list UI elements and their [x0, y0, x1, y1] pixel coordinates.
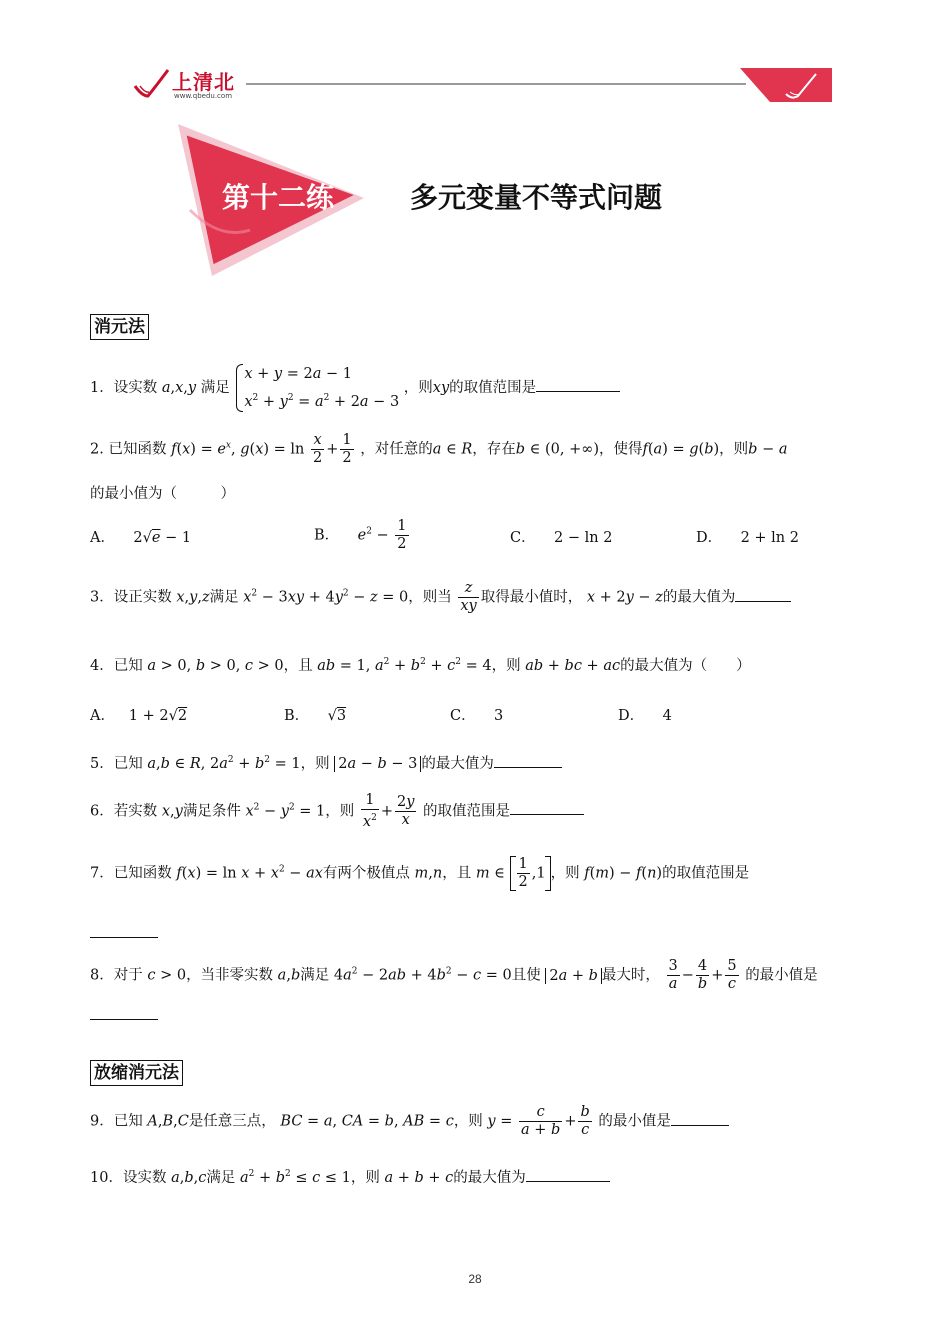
question-9: 9．已知 A,B,C是任意三点， BC = a, CA = b, AB = c，则 y = $\frac{c}{a + b}$ + $\frac{b}{c}$ 的最小值是: [90, 1104, 729, 1139]
question-8: 8．对于 c > 0，当非零实数 a,b满足 $4a^2 - 2ab + 4b^2 - c = 0$且使 2a + b 最大时， $\frac{3}{a}$ − $\frac{4}{b}$ + $\frac{5}{c}$ 的最小值是: [90, 958, 818, 992]
answer-blank[interactable]: [510, 799, 584, 815]
header-corner-tag: [740, 68, 832, 102]
answer-blank[interactable]: [526, 1166, 610, 1182]
q2-option-d[interactable]: D． 2 + ln 2: [696, 530, 799, 546]
question-4: 4．已知 a > 0, b > 0, c > 0，且 ab = 1, $a^2 + b^2 + c^2 = 4$，则 ab + bc + ac的最大值为（ ）: [90, 657, 751, 674]
answer-blank[interactable]: [536, 376, 620, 392]
question-7: 7．已知函数 $f(x) = \ln x + x^2$ − ax有两个极值点 m,n，且 m ∈ $\frac{1}{2}$ ,1 ，则 f(m) − f(n)的取值范围是: [90, 856, 750, 890]
q7-answer-blank[interactable]: [90, 922, 158, 938]
page-number: 28: [468, 1272, 482, 1286]
question-2: 2. 已知函数 $f(x) = e^x$, g(x) = ln $\frac{x}{2}$ + $\frac{1}{2}$ ，对任意的a ∈ R，存在b ∈ (0, +∞)，使得f(a) = g(b)，则b − a: [90, 432, 788, 466]
question-3: 3．设正实数 x,y,z满足 $x^2 - 3xy + 4y^2 - z = 0$，则当 $\frac{z}{xy}$ 取得最小值时， x + 2y − z的最大值为: [90, 580, 791, 615]
equation-system: x + y = 2a − 1 $x^2 + y^2 = a^2 + 2a - 3$: [234, 362, 399, 414]
q4-option-b[interactable]: B． √3: [284, 708, 347, 724]
question-6: 6．若实数 x,y满足条件 $x^2 - y^2 = 1$，则 $\frac{1}{x^2}$ + $\frac{2y}{x}$ 的取值范围是: [90, 792, 584, 831]
brand-logo-text: 上清北: [172, 70, 235, 94]
question-2-line-2: 的最小值为（ ）: [90, 486, 235, 502]
checkmark-logo-icon: [132, 66, 172, 100]
question-1: 1．设实数 a,x,y 满足 x + y = 2a − 1 $x^2 + y^2 = a^2 + 2a - 3$ ，则xy的取值范围是: [90, 362, 620, 414]
q4-option-a[interactable]: A． 1 + 2√2: [90, 708, 188, 724]
answer-blank[interactable]: [494, 752, 562, 768]
lesson-title: 多元变量不等式问题: [410, 181, 663, 214]
q2-option-a[interactable]: A． 2√e − 1: [90, 530, 192, 546]
q2-option-c[interactable]: C． 2 − ln 2: [510, 530, 613, 546]
lesson-label: 第十二练: [222, 181, 335, 214]
answer-blank[interactable]: [735, 586, 791, 602]
answer-blank[interactable]: [671, 1110, 729, 1126]
question-5: 5．已知 a,b ∈ R, $2a^2 + b^2 = 1$，则 2a − b − 3 的最大值为: [90, 750, 562, 774]
brand-site: www.qbedu.com: [174, 92, 233, 100]
q4-option-c[interactable]: C． 3: [450, 708, 504, 724]
q2-option-b[interactable]: B． $e^2$ − $\frac{1}{2}$: [314, 518, 407, 552]
q8-answer-blank[interactable]: [90, 1004, 158, 1020]
header-divider: [246, 83, 746, 85]
q4-option-d[interactable]: D． 4: [618, 708, 672, 724]
section-heading-elimination: 消元法: [90, 314, 149, 340]
question-10: 10．设实数 a,b,c满足 $a^2 + b^2 \le c \le 1$，则 a + b + c的最大值为: [90, 1164, 610, 1188]
section-heading-scaling-elimination: 放缩消元法: [90, 1060, 183, 1086]
